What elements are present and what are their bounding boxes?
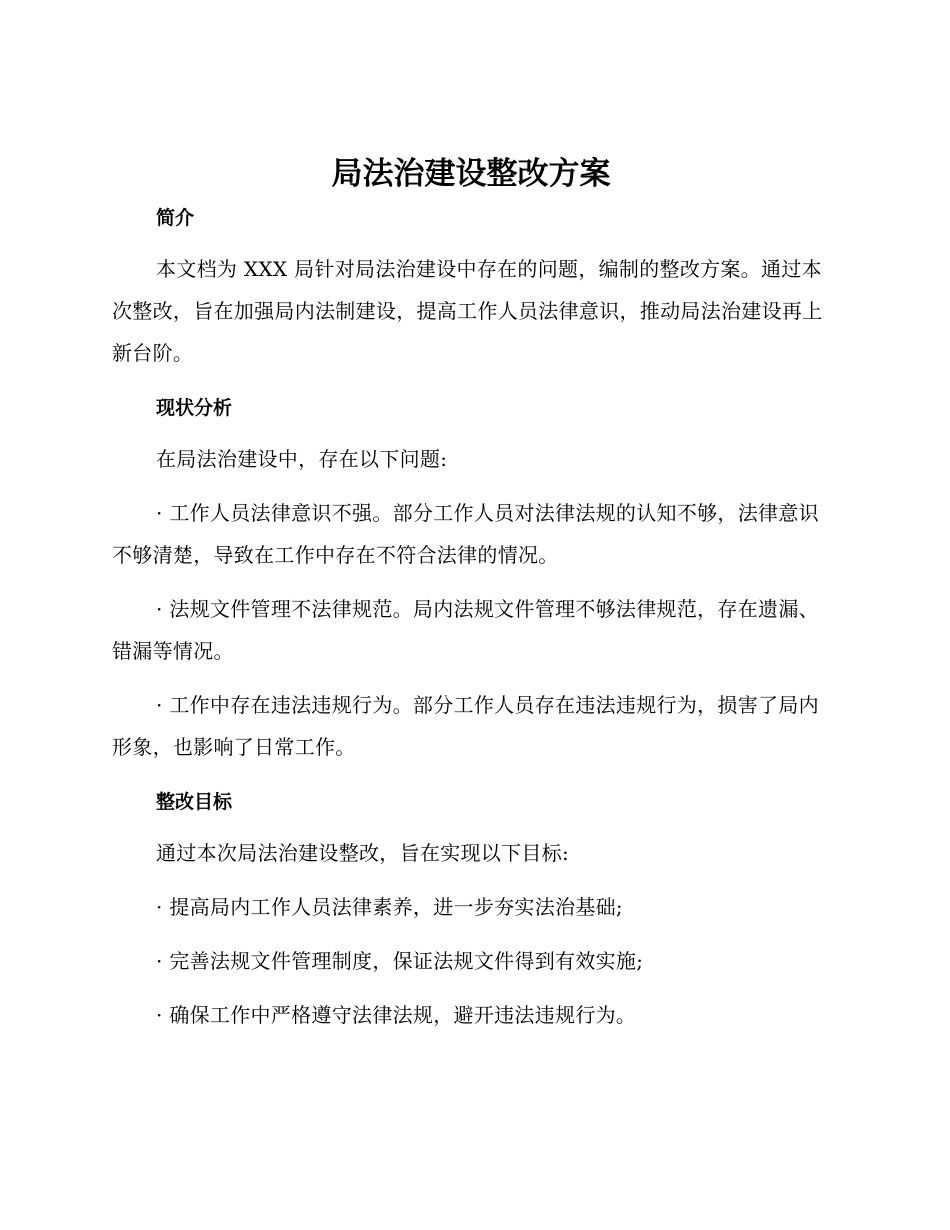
- goal-bullet-item: · 确保工作中严格遵守法律法规，避开违法违规行为。: [156, 1003, 637, 1027]
- section-heading-intro: 简介: [156, 207, 195, 229]
- status-lead-paragraph: 在局法治建设中，存在以下问题:: [156, 447, 448, 471]
- section-heading-status: 现状分析: [156, 397, 233, 419]
- goal-bullet-item: · 完善法规文件管理制度，保证法规文件得到有效实施;: [156, 949, 644, 973]
- status-bullet-item: · 工作中存在违法违规行为。部分工作人员存在违法违规行为，损害了局内形象，也影响了日常工作。: [112, 693, 819, 759]
- status-bullet-item: · 法规文件管理不法律规范。局内法规文件管理不够法律规范，存在遗漏、错漏等情况。: [112, 597, 819, 663]
- intro-paragraph: 本文档为 XXX 局针对局法治建设中存在的问题，编制的整改方案。通过本次整改，旨在加强局内法制建设，提高工作人员法律意识，推动局法治建设再上新台阶。: [112, 257, 823, 365]
- section-heading-goal: 整改目标: [156, 791, 233, 813]
- goal-bullet-item: · 提高局内工作人员法律素养，进一步夯实法治基础;: [156, 895, 623, 919]
- goal-lead-paragraph: 通过本次局法治建设整改，旨在实现以下目标:: [156, 841, 570, 865]
- document-body: [112, 150, 830, 1036]
- status-bullet-item: · 工作人员法律意识不强。部分工作人员对法律法规的认知不够，法律意识不够清楚，导致在工作中存在不符合法律的情况。: [112, 501, 819, 567]
- document-title: 局法治建设整改方案: [331, 156, 611, 192]
